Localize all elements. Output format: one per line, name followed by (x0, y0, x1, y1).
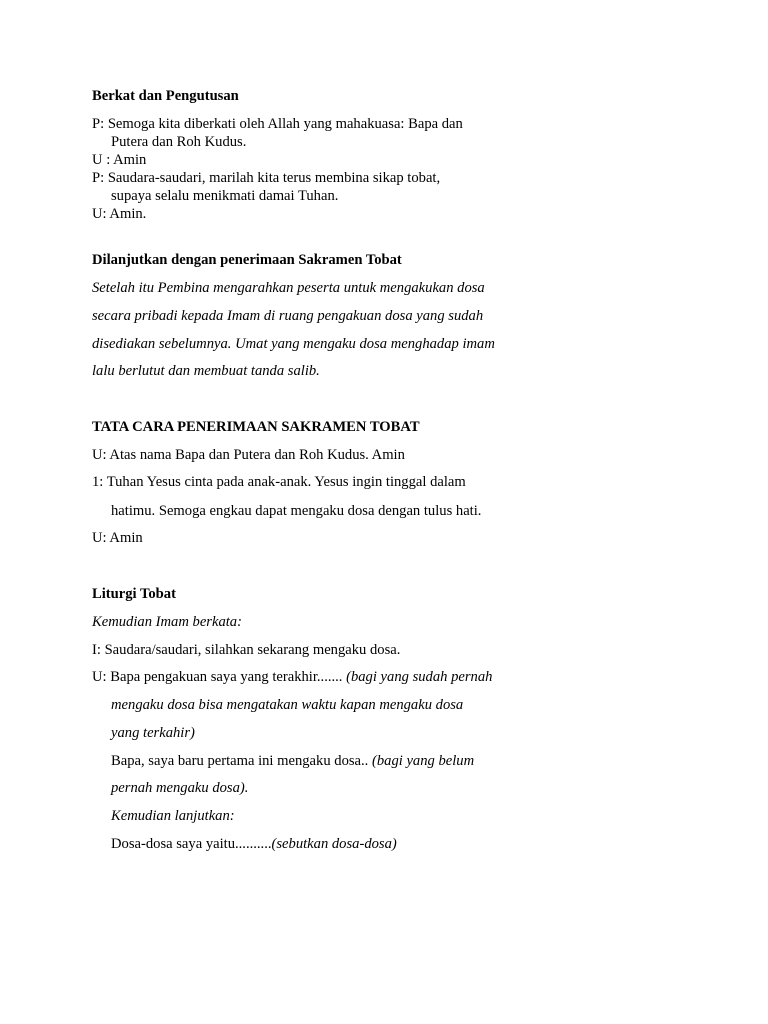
italic-segment: (bagi yang belum (371, 753, 475, 769)
italic-line: pernah mengaku dosa). (111, 780, 249, 796)
text-line: U: Atas nama Bapa dan Putera dan Roh Kudus. Amin (92, 447, 405, 463)
italic-line: secara pribadi kepada Imam di ruang pengakuan dosa yang sudah (92, 308, 484, 324)
italic-line: Kemudian Imam berkata: (92, 614, 242, 630)
text-segment: U: Bapa pengakuan saya yang terakhir....... (92, 669, 347, 685)
text-line: hatimu. Semoga engkau dapat mengaku dosa dengan tulus hati. (111, 503, 482, 519)
heading-tata-cara: TATA CARA PENERIMAAN SAKRAMEN TOBAT (92, 419, 420, 435)
text-line: U: Amin. (92, 206, 147, 222)
text-segment: Bapa, saya baru pertama ini mengaku dosa.. (111, 753, 372, 769)
heading-penerimaan-sakramen: Dilanjutkan dengan penerimaan Sakramen Tobat (92, 252, 402, 268)
text-line: U : Amin (92, 152, 147, 168)
text-line: supaya selalu menikmati damai Tuhan. (111, 188, 339, 204)
italic-segment: (bagi yang sudah pernah (346, 669, 493, 685)
text-line: 1: Tuhan Yesus cinta pada anak-anak. Yesus ingin tinggal dalam (92, 474, 466, 490)
italic-line: Setelah itu Pembina mengarahkan peserta untuk mengakukan dosa (92, 280, 485, 296)
heading-liturgi-tobat: Liturgi Tobat (92, 586, 176, 602)
text-line: U: Amin (92, 530, 143, 546)
text-line: I: Saudara/saudari, silahkan sekarang mengaku dosa. (92, 642, 401, 658)
italic-line: mengaku dosa bisa mengatakan waktu kapan mengaku dosa (111, 697, 464, 713)
text-line (92, 668, 492, 686)
text-line: Putera dan Roh Kudus. (111, 134, 247, 150)
text-segment: Dosa-dosa saya yaitu.......... (111, 836, 272, 852)
italic-line: lalu berlutut dan membuat tanda salib. (92, 363, 320, 379)
heading-berkat-dan-pengutusan: Berkat dan Pengutusan (92, 88, 239, 104)
italic-line: Kemudian lanjutkan: (111, 808, 235, 824)
text-line: P: Saudara-saudari, marilah kita terus membina sikap tobat, (92, 170, 441, 186)
italic-segment: (sebutkan dosa-dosa) (271, 836, 397, 852)
text-line (111, 835, 397, 853)
italic-line: disediakan sebelumnya. Umat yang mengaku dosa menghadap imam (92, 336, 495, 352)
text-line: P: Semoga kita diberkati oleh Allah yang mahakuasa: Bapa dan (92, 116, 463, 132)
text-line (111, 752, 474, 770)
italic-line: yang terkahir) (111, 725, 195, 741)
